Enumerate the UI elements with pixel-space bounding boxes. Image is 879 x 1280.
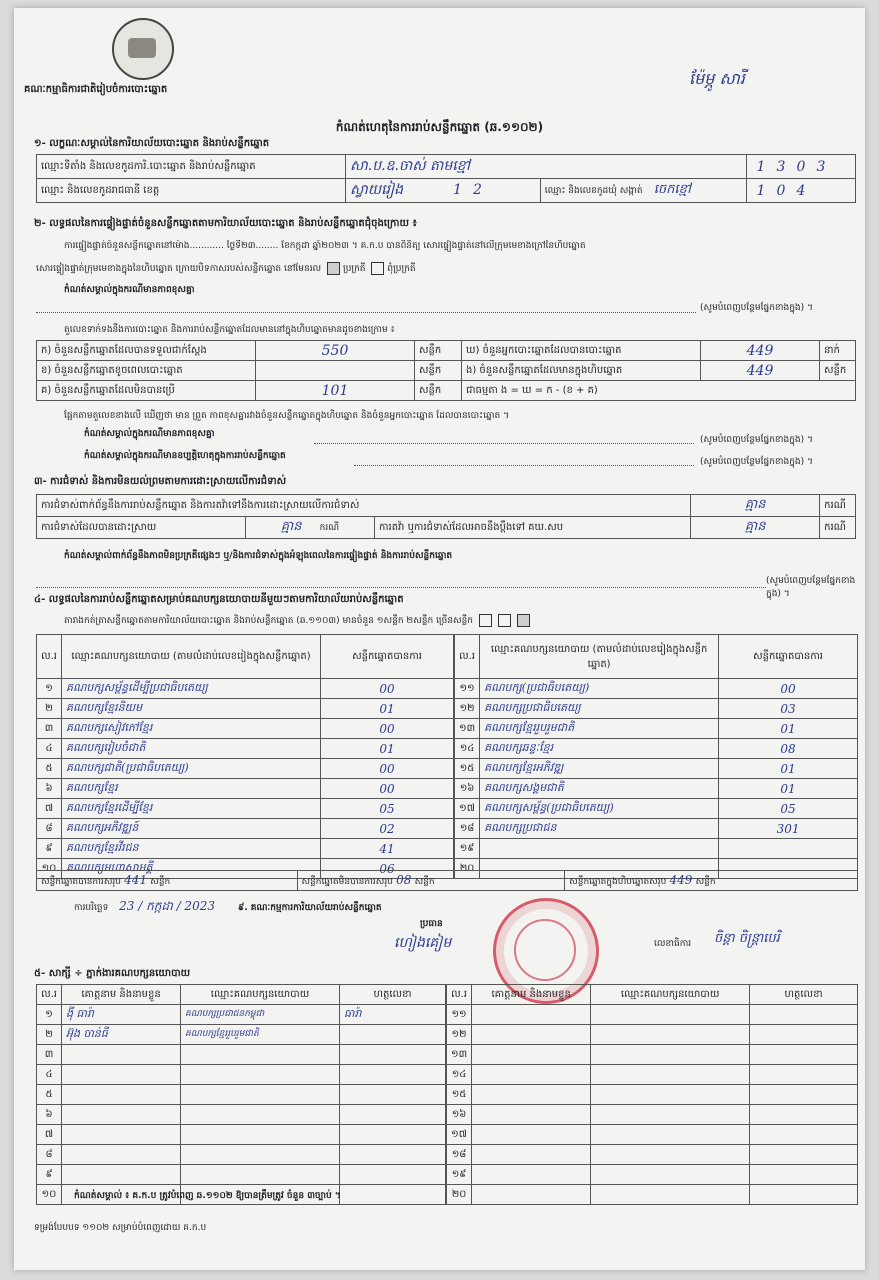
valid-votes: 41 — [321, 839, 454, 859]
one-sheet-checkbox[interactable] — [479, 614, 492, 627]
location-code — [747, 155, 856, 179]
witness-name — [62, 1085, 181, 1105]
chair-signature: ហៀងគៀម — [394, 935, 452, 951]
committee-name: គណៈកម្មាធិការជាតិរៀបចំការបោះឆ្នោត — [24, 84, 168, 95]
chair-label: ប្រធាន — [420, 919, 443, 929]
witness-party — [591, 1025, 750, 1045]
box-total-label: សន្លឹកឆ្នោតក្នុងហិបឆ្នោតសរុប — [569, 876, 667, 887]
witness-name — [62, 1065, 181, 1085]
witness-row — [447, 1005, 858, 1025]
kho-value: 449 — [701, 341, 820, 361]
result-row — [455, 759, 858, 779]
party-name — [480, 839, 719, 859]
tally-sheet-intro — [64, 614, 533, 628]
result-row — [37, 719, 454, 739]
result-row — [455, 719, 858, 739]
resolved-count: គ្មាន — [280, 519, 302, 534]
witness-row — [37, 1145, 446, 1165]
witness-name: ង៉ី ធារ៉ា — [62, 1005, 181, 1025]
resolved-label: ការជំទាស់ដែលបានដោះស្រាយ — [37, 517, 246, 539]
valid-votes: 301 — [719, 819, 858, 839]
witness-table-right — [446, 984, 858, 1205]
result-row — [455, 779, 858, 799]
party-name: គណបក្សខ្មែរវីរជន — [62, 839, 321, 859]
witness-party — [591, 1065, 750, 1085]
valid-votes: 06 — [321, 859, 454, 879]
witness-row — [447, 1185, 858, 1205]
valid-votes: 00 — [719, 679, 858, 699]
valid-total — [37, 871, 298, 891]
stamp-inner-ring — [514, 919, 576, 981]
appeal-value: គ្មាន — [691, 517, 820, 539]
section3-heading: ៣- ការជំទាស់ និងការមិនយល់ព្រមតាមការដោះស្រាយលើការជំទាស់ — [34, 476, 287, 487]
witness-signature — [340, 1025, 446, 1045]
row-number: ១២ — [447, 1025, 472, 1045]
row-number: ១១ — [447, 1005, 472, 1025]
box-total — [565, 871, 858, 891]
col-no: ល.រ — [37, 985, 62, 1005]
witness-party — [591, 1145, 750, 1165]
province-value — [346, 179, 541, 203]
col-party: ឈ្មោះគណបក្សនយោបាយ (តាមលំដាប់លេខរៀងក្នុងសន្លឹកឆ្នោត) — [480, 635, 719, 679]
result-row — [455, 739, 858, 759]
row-number: ២០ — [455, 859, 480, 879]
emblem-logo — [112, 18, 174, 80]
ballot-count-form-sheet — [14, 8, 865, 1270]
section5-heading: ៥- សាក្សី ÷ ភ្នាក់ងារគណបក្សនយោបាយ — [34, 968, 191, 979]
handwritten-note: ម៉ែម្ភូ សារី — [689, 69, 745, 88]
appeal-unit: ករណី — [820, 517, 856, 539]
normal-label: ប្រក្រតី — [343, 264, 366, 274]
row-number: ១ — [37, 679, 62, 699]
col-sign: ហត្ថលេខា — [750, 985, 858, 1005]
witness-party — [591, 1125, 750, 1145]
party-name: គណបក្សសៀវភៅខ្មែរ — [62, 719, 321, 739]
party-name: គណបក្សខ្មែរអភិវឌ្ឍ — [480, 759, 719, 779]
code-digit: 1 — [756, 182, 766, 199]
row-number: ៤ — [37, 1065, 62, 1085]
commune-cell — [540, 179, 746, 203]
invalid-total-value: 08 — [396, 872, 412, 887]
row-number: ១៣ — [447, 1045, 472, 1065]
form-footer: ទម្រង់បែបបទ ១១០២ សម្រាប់បំពេញដោយ គ.ក.ប — [34, 1223, 207, 1233]
witness-name: អ៊ុង ចាន់ធី — [62, 1025, 181, 1045]
col-sign: ហត្ថលេខា — [340, 985, 446, 1005]
irregularity-suffix: (សូមបំពេញបន្ថែមផ្នែកខាងក្នុង) ។ — [766, 576, 856, 599]
witness-row — [37, 1005, 446, 1025]
valid-votes: 08 — [719, 739, 858, 759]
results-table-right — [454, 634, 858, 879]
party-name: គណបក្សអភិវឌ្ឍន៍ — [62, 819, 321, 839]
party-name: គណបក្សខ្មែរ — [62, 779, 321, 799]
valid-votes: 01 — [321, 699, 454, 719]
witness-row — [447, 1145, 858, 1165]
witness-name — [62, 1045, 181, 1065]
row-number: ៧ — [37, 1125, 62, 1145]
witness-row — [447, 1065, 858, 1085]
witness-name — [472, 1085, 591, 1105]
witness-party — [591, 1185, 750, 1205]
figures-intro: តួលេខទាក់ទងនឹងការបោះឆ្នោត និងការរាប់សន្លឹកឆ្នោតដែលមាននៅក្នុងហិបឆ្នោតមានដូចខាងក្រោម ៖ — [64, 325, 395, 335]
row-number: ៣ — [37, 1045, 62, 1065]
valid-votes: 00 — [321, 759, 454, 779]
ka-unit: សន្លឹក — [415, 341, 462, 361]
witness-name — [472, 1065, 591, 1085]
row-number: ១៤ — [455, 739, 480, 759]
valid-total-value: 441 — [124, 872, 148, 887]
row-number: ២ — [37, 699, 62, 719]
witness-table-left — [36, 984, 446, 1205]
party-name: គណបក្សប្រជាជន — [480, 819, 719, 839]
kho-label: ឃ) ចំនួនអ្នកបោះឆ្នោតដែលបានបោះឆ្នោត — [462, 341, 701, 361]
ka-label: ក) ចំនួនសន្លឹកឆ្នោតដែលបានទទួលជាក់ស្តែង — [37, 341, 256, 361]
secretary-signature: ចិន្ដា ចិន្ដ្រាបេរិ — [714, 931, 780, 946]
witness-signature — [750, 1145, 858, 1165]
witness-name — [472, 1105, 591, 1125]
valid-votes: 02 — [321, 819, 454, 839]
abnormal-label: ពុំប្រក្រតី — [387, 264, 416, 274]
dotted-line — [36, 311, 696, 313]
witness-name — [472, 1145, 591, 1165]
row-number: ១២ — [455, 699, 480, 719]
result-row — [37, 739, 454, 759]
box-total-value: 449 — [669, 872, 693, 887]
party-name: គណបក្សខ្មែរនិយម — [62, 699, 321, 719]
row-number: ១៦ — [447, 1105, 472, 1125]
witness-row — [37, 1085, 446, 1105]
col-party: ឈ្មោះគណបក្សនយោបាយ (តាមលំដាប់លេខរៀងក្នុងសន្លឹកឆ្នោត) — [62, 635, 321, 679]
witness-name — [472, 1165, 591, 1185]
objection-unit: ករណី — [820, 495, 856, 517]
row-number: ១៥ — [447, 1085, 472, 1105]
valid-votes — [719, 839, 858, 859]
ng-value: 449 — [701, 361, 820, 381]
dotted-line — [314, 442, 694, 444]
witness-signature — [340, 1165, 446, 1185]
valid-votes: 01 — [719, 779, 858, 799]
kha-label: ខ) ចំនួនសន្លឹកឆ្នោតខូចពេលបោះឆ្នោត — [37, 361, 256, 381]
result-row — [455, 819, 858, 839]
commune-label: ឈ្មោះ និងលេខកូដឃុំ សង្កាត់ — [544, 186, 643, 196]
witness-party — [181, 1165, 340, 1185]
witness-party — [591, 1045, 750, 1065]
objection-label: ការជំទាស់ពាក់ព័ន្ធនឹងការរាប់សន្លឹកឆ្នោត និងការតវ៉ាទៅនឹងការដោះស្រាយលើការជំទាស់ — [37, 495, 691, 517]
unit: សន្លឹក — [695, 876, 716, 887]
kha-value — [256, 361, 415, 381]
witness-note: កំណត់សម្គាល់ ៖ គ.ក.ប ត្រូវបំពេញ ឆ.១១០២ ឱ្យបានត្រឹមត្រូវ ចំនួន ៣ច្បាប់ ។ — [74, 1191, 341, 1201]
bullet2-suffix: (សូមបំពេញបន្ថែមផ្នែកខាងក្នុង) ។ — [700, 457, 813, 467]
appeal-label: ការតវ៉ា ឬការជំទាស់ដែលអាចនឹងប្តឹងទៅ គឃ.សប — [375, 517, 691, 539]
row-number: ១៦ — [455, 779, 480, 799]
party-name: គណបក្សរៀបចំជាតិ — [62, 739, 321, 759]
col-party: ឈ្មោះគណបក្សនយោបាយ — [181, 985, 340, 1005]
row-number: ១៨ — [447, 1145, 472, 1165]
section1-table — [36, 154, 856, 203]
witness-name — [472, 1045, 591, 1065]
row-number: ១៥ — [455, 759, 480, 779]
code-digit: 3 — [776, 158, 786, 175]
result-row — [455, 699, 858, 719]
witness-party — [181, 1145, 340, 1165]
row-number: ៥ — [37, 759, 62, 779]
ng-unit: សន្លឹក — [820, 361, 856, 381]
valid-total-label: សន្លឹកឆ្នោតបានការសរុប — [41, 876, 121, 887]
valid-votes: 01 — [719, 759, 858, 779]
row-number: ៥ — [37, 1085, 62, 1105]
result-row — [37, 699, 454, 719]
ng-label: ង) ចំនួនសន្លឹកឆ្នោតដែលមានក្នុងហិបឆ្នោត — [462, 361, 701, 381]
witness-signature — [750, 1125, 858, 1145]
totals-row — [36, 870, 858, 891]
two-sheet-checkbox[interactable] — [498, 614, 511, 627]
code-digit: 4 — [796, 182, 806, 199]
section1-heading: ១- លក្ខណៈសម្គាល់នៃការិយាល័យបោះឆ្នោត និងរាប់សន្លឹកឆ្នោត — [34, 138, 270, 149]
witness-name — [62, 1165, 181, 1185]
kho-unit: នាក់ — [820, 341, 856, 361]
verification-line1: ការផ្ទៀងផ្ទាត់ចំនួនសន្លឹកឆ្នោតនៅម៉ោង............ ថ្ងៃទី២៣........ ខែកក្កដា ឆ្នាំ២០២៣ ។ គ.ក.ប បានពិនិត្យ សោរផ្ទៀងផ្ទាត់នៅលើក្រុមមេខាងក្រៅនៃហិបឆ្នោត — [64, 241, 586, 251]
witness-name — [472, 1185, 591, 1205]
witness-row — [447, 1085, 858, 1105]
normal-checkbox[interactable] — [327, 262, 340, 275]
valid-votes: 03 — [719, 699, 858, 719]
results-table-left — [36, 634, 454, 879]
tally-sheet-intro-text: តារាងកត់ត្រាសន្លឹកឆ្នោតតាមការិយាល័យបោះឆ្នោត និងរាប់សន្លឹកឆ្នោត (ឆ.១១០៣) មានចំនួន ១សន្លឹក ២សន្លឹក ច្រើនសន្លឹក — [64, 616, 474, 626]
date-value: 23 / កក្កដា / 2023 — [119, 899, 215, 913]
code-digit: 0 — [796, 158, 806, 175]
witness-signature — [750, 1185, 858, 1205]
witness-party — [591, 1005, 750, 1025]
party-name: គណបក្សសម្ព័ន្ធ(ប្រជាធិបតេយ្យ) — [480, 799, 719, 819]
code-digit: 1 — [756, 158, 766, 175]
witness-party: គណបក្សខ្មែររួបរួមជាតិ — [181, 1025, 340, 1045]
row-number: ២ — [37, 1025, 62, 1045]
formula: ជាធម្មតា ង = ឃ = ក - (ខ + គ) — [462, 381, 856, 401]
verification-line2-text: សោរផ្ទៀងផ្ទាត់ក្រុមមេខាងក្នុងនៃហិបឆ្នោត ក្រោយបិទកាសរបស់សន្លឹកឆ្នោត នៅមែនរល — [36, 264, 322, 274]
valid-votes: 05 — [719, 799, 858, 819]
witness-row — [37, 1025, 446, 1045]
valid-votes: 00 — [321, 719, 454, 739]
code-digit: 3 — [816, 158, 826, 175]
party-name: គណបក្សជាតិ(ប្រជាធិបតេយ្យ) — [62, 759, 321, 779]
witness-party — [591, 1085, 750, 1105]
row-number: ១១ — [455, 679, 480, 699]
kha-unit: សន្លឹក — [415, 361, 462, 381]
row-number: ៨ — [37, 1145, 62, 1165]
figures-table — [36, 340, 856, 401]
witness-row — [447, 1105, 858, 1125]
witness-party — [591, 1105, 750, 1125]
province-digit: 1 — [453, 182, 462, 198]
date-label: ការបរិច្ឆេទ — [74, 903, 109, 913]
party-name: គណបក្សខ្មែររួបរួមជាតិ — [480, 719, 719, 739]
valid-votes: 01 — [321, 739, 454, 759]
witness-party: គណបក្សប្រជាជនកម្ពុជា — [181, 1005, 340, 1025]
resolved-unit: ករណី — [319, 523, 340, 533]
objection-table — [36, 494, 856, 539]
commune-value: ចេកខ្មៅ — [653, 182, 691, 197]
secretary-label: លេខាធិការ — [654, 939, 692, 949]
section2-heading: ២- លទ្ធផលនៃការផ្ទៀងផ្ទាត់ចំនួនសន្លឹកឆ្នោតតាមការិយាល័យបោះឆ្នោត និងរាប់សន្លឹកឆ្នោតជុំចុងក្រោយ ៖ — [34, 218, 417, 229]
witness-party — [181, 1105, 340, 1125]
row-number: ១៤ — [447, 1065, 472, 1085]
witness-signature — [340, 1045, 446, 1065]
witness-row — [37, 1105, 446, 1125]
witness-row — [37, 1045, 446, 1065]
witness-signature — [750, 1045, 858, 1065]
witness-name — [62, 1125, 181, 1145]
location-value: សា.ប.ឧ.ចាស់ តាមខ្មៅ — [346, 155, 747, 179]
witness-party — [181, 1125, 340, 1145]
ko-unit: សន្លឹក — [415, 381, 462, 401]
valid-votes: 01 — [719, 719, 858, 739]
witness-signature — [750, 1105, 858, 1125]
row-number: ៩ — [37, 839, 62, 859]
valid-votes: 00 — [321, 679, 454, 699]
date-line — [74, 898, 382, 916]
many-sheet-checkbox[interactable] — [517, 614, 530, 627]
form-title: កំណត់ហេតុនៃការរាប់សន្លឹកឆ្នោត (ឆ.១១០២) — [335, 120, 544, 134]
unit: សន្លឹក — [150, 876, 171, 887]
province-digit: 2 — [473, 182, 482, 198]
party-name: គណបក្សសម្ព័ន្ធដើម្បីប្រជាធិបតេយ្យ — [62, 679, 321, 699]
witness-signature — [340, 1185, 446, 1205]
row-number: ១៩ — [447, 1165, 472, 1185]
result-row — [37, 799, 454, 819]
witness-row — [37, 1065, 446, 1085]
dotted-line — [36, 586, 766, 588]
invalid-total — [297, 871, 565, 891]
witness-row — [37, 1125, 446, 1145]
row-number: ៩ — [37, 1165, 62, 1185]
difference-statement: ផ្អែកតាមតួលេខខាងលើ ឃើញថា មាន ព្រួត ភាពខុសគ្នារវាងចំនួនសន្លឹកឆ្នោតក្នុងហិបឆ្នោត និងចំនួនអ្នកបោះឆ្នោត ដែលបានបោះឆ្នោត ។ — [64, 411, 510, 421]
row-number: ១៨ — [455, 819, 480, 839]
witness-party — [181, 1065, 340, 1085]
result-row — [37, 759, 454, 779]
witness-name — [62, 1105, 181, 1125]
col-name: គោត្តនាម និងនាមខ្លួន — [62, 985, 181, 1005]
unit: សន្លឹក — [414, 876, 435, 887]
witness-party — [181, 1045, 340, 1065]
col-no: ល.រ — [455, 635, 480, 679]
ko-value: 101 — [256, 381, 415, 401]
col-votes: សន្លឹកឆ្នោតបានការ — [321, 635, 454, 679]
party-name: គណបក្ស(ប្រជាធិបតេយ្យ) — [480, 679, 719, 699]
row-number: ១៧ — [455, 799, 480, 819]
witness-name — [472, 1005, 591, 1025]
section4-heading: ៤- លទ្ធផលនៃការរាប់សន្លឹកឆ្នោតសម្រាប់គណបក្សនយោបាយនីមួយៗតាមការិយាល័យរាប់សន្លឹកឆ្នោត — [34, 594, 404, 605]
witness-row — [447, 1045, 858, 1065]
row-number: ៨ — [37, 819, 62, 839]
resolved-value — [246, 517, 375, 539]
result-row — [37, 779, 454, 799]
col-name: គោត្តនាម និងនាមខ្លួន — [472, 985, 591, 1005]
row-number: ១០ — [37, 1185, 62, 1205]
col-no: ល.រ — [447, 985, 472, 1005]
abnormal-checkbox[interactable] — [371, 262, 384, 275]
result-row — [455, 799, 858, 819]
witness-row — [37, 1165, 446, 1185]
witness-row — [447, 1025, 858, 1045]
witness-signature — [750, 1085, 858, 1105]
objection-value: គ្មាន — [691, 495, 820, 517]
witness-signature — [340, 1125, 446, 1145]
witness-signature — [750, 1065, 858, 1085]
difference-note-suffix: (សូមបំពេញបន្ថែមផ្នែកខាងក្នុង) ។ — [700, 303, 813, 313]
witness-signature — [750, 1025, 858, 1045]
witness-signature — [340, 1105, 446, 1125]
witness-row — [447, 1165, 858, 1185]
result-row — [37, 839, 454, 859]
difference-note-label: កំណត់សម្គាល់ក្នុងករណីមានភាពខុសគ្នា — [64, 285, 195, 295]
irregularity-note: កំណត់សម្គាល់ពាក់ព័ន្ធនឹងភាពមិនប្រក្រតីផ្សេងៗ ឬ/និងការជំទាស់ក្នុងអំឡុងពេលនៃការផ្ទៀងផ្ទាត់ និងការរាប់សន្លឹកឆ្នោត — [64, 551, 453, 561]
province-label: ឈ្មោះ និងលេខកូដរាជធានី ខេត្ត — [37, 179, 346, 203]
valid-votes: 00 — [321, 779, 454, 799]
committee-label: ៩. គណៈកម្មការការិយាល័យរាប់សន្លឹកឆ្នោត — [237, 903, 382, 913]
witness-signature — [340, 1065, 446, 1085]
witness-signature — [340, 1085, 446, 1105]
witness-signature — [750, 1165, 858, 1185]
party-name: គណបក្សមហាសាមគ្គី — [62, 859, 321, 879]
result-row — [37, 679, 454, 699]
party-name: គណបក្សប្រជាធិបតេយ្យ — [480, 699, 719, 719]
witness-signature — [340, 1145, 446, 1165]
row-number: ១០ — [37, 859, 62, 879]
row-number: ១៣ — [455, 719, 480, 739]
witness-party — [591, 1165, 750, 1185]
invalid-total-label: សន្លឹកឆ្នោតមិនបានការសរុប — [301, 876, 393, 887]
ko-label: គ) ចំនួនសន្លឹកឆ្នោតដែលមិនបានប្រើ — [37, 381, 256, 401]
witness-party — [181, 1085, 340, 1105]
party-name: គណបក្សឆន្ទៈខ្មែរ — [480, 739, 719, 759]
col-party: ឈ្មោះគណបក្សនយោបាយ — [591, 985, 750, 1005]
witness-name — [472, 1025, 591, 1045]
result-row — [455, 679, 858, 699]
row-number: ១៩ — [455, 839, 480, 859]
witness-signature: ធារ៉ា — [340, 1005, 446, 1025]
row-number: ៧ — [37, 799, 62, 819]
row-number: ២០ — [447, 1185, 472, 1205]
province-name: ស្វាយរៀង — [350, 182, 404, 198]
row-number: ៦ — [37, 779, 62, 799]
row-number: ៦ — [37, 1105, 62, 1125]
result-row — [37, 819, 454, 839]
bullet1-suffix: (សូមបំពេញបន្ថែមផ្នែកខាងក្នុង) ។ — [700, 435, 813, 445]
row-number: ៤ — [37, 739, 62, 759]
witness-signature — [750, 1005, 858, 1025]
witness-name — [62, 1145, 181, 1165]
party-name: គណបក្សសង្គមជាតិ — [480, 779, 719, 799]
witness-row — [447, 1125, 858, 1145]
bullet-incident: កំណត់សម្គាល់ក្នុងករណីមានឧប្បត្តិហេតុក្នុងការរាប់សន្លឹកឆ្នោត — [84, 451, 286, 461]
dotted-line — [354, 464, 694, 466]
commune-code — [747, 179, 856, 203]
row-number: ១៧ — [447, 1125, 472, 1145]
verification-line2 — [36, 262, 416, 276]
result-row — [455, 839, 858, 859]
row-number: ១ — [37, 1005, 62, 1025]
row-number: ៣ — [37, 719, 62, 739]
location-label: ឈ្មោះទីតាំង និងលេខកូដការិ.បោះឆ្នោត និងរាប់សន្លឹកឆ្នោត — [37, 155, 346, 179]
ka-value: 550 — [256, 341, 415, 361]
col-votes: សន្លឹកឆ្នោតបានការ — [719, 635, 858, 679]
witness-name — [472, 1125, 591, 1145]
col-no: ល.រ — [37, 635, 62, 679]
code-digit: 0 — [776, 182, 786, 199]
bullet-difference: កំណត់សម្គាល់ក្នុងករណីមានភាពខុសគ្នា — [84, 429, 215, 439]
valid-votes: 05 — [321, 799, 454, 819]
party-name: គណបក្សខ្មែរដើម្បីខ្មែរ — [62, 799, 321, 819]
